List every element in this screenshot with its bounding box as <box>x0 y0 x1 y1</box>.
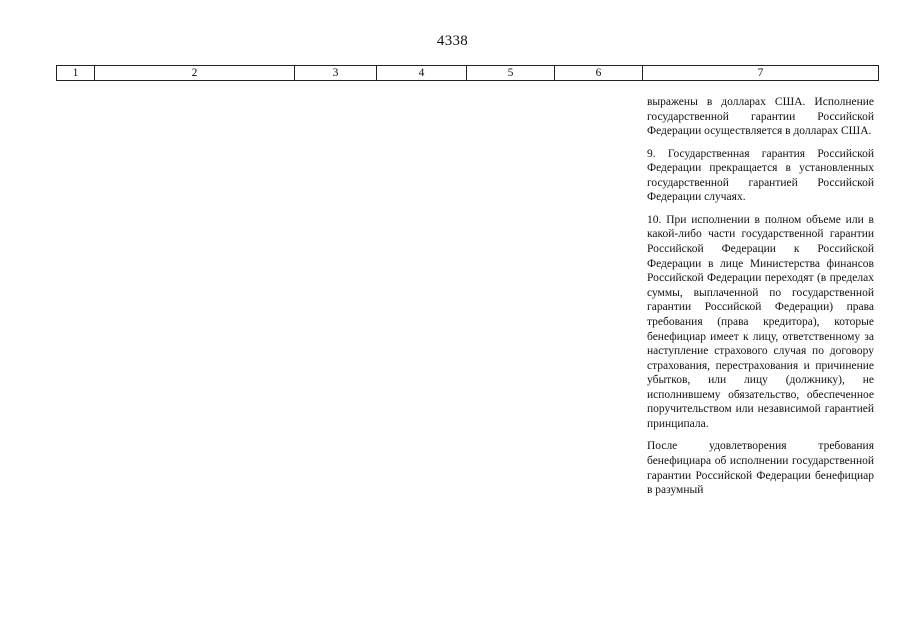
column-7-content <box>647 95 874 506</box>
column-3-number: 3 <box>295 66 377 81</box>
column-2-number: 2 <box>95 66 295 81</box>
paragraph-after-satisfaction: После удовлетворения требования бенефициара об исполнении государственной гарантии Российской Федерации бенефициар в разумный <box>647 440 874 497</box>
header-row <box>57 66 879 81</box>
column-6-number: 6 <box>555 66 643 81</box>
column-1-number: 1 <box>57 66 95 81</box>
column-5-number: 5 <box>467 66 555 81</box>
paragraph-item-9: 9. Государственная гарантия Российской Федерации прекращается в установленных государственной гарантией Российской Федерации случаях. <box>647 147 874 204</box>
paragraph-continuation: выражены в долларах США. Исполнение государственной гарантии Российской Федерации осуществляется в долларах США. <box>647 96 874 138</box>
column-number-header <box>56 65 879 81</box>
column-4-number: 4 <box>377 66 467 81</box>
column-7-number: 7 <box>643 66 879 81</box>
paragraph-item-10: 10. При исполнении в полном объеме или в какой-либо части государственной гарантии Российской Федерации к Российской Федерации в лице Министерства финансов Российской Федерации переходят (в пределах суммы, выплаченной по государственной гарантии Российской Федерации) права требования (права кредитора), которые бенефициар имеет к лицу, ответственному за наступление страхового случая по договору страхования, перестрахования и причинение убытков, или лицу (должнику), не исполнившему обязательство, обеспеченное поручительством или независимой гарантией принципала. <box>647 213 874 431</box>
page-number: 4338 <box>436 33 469 49</box>
